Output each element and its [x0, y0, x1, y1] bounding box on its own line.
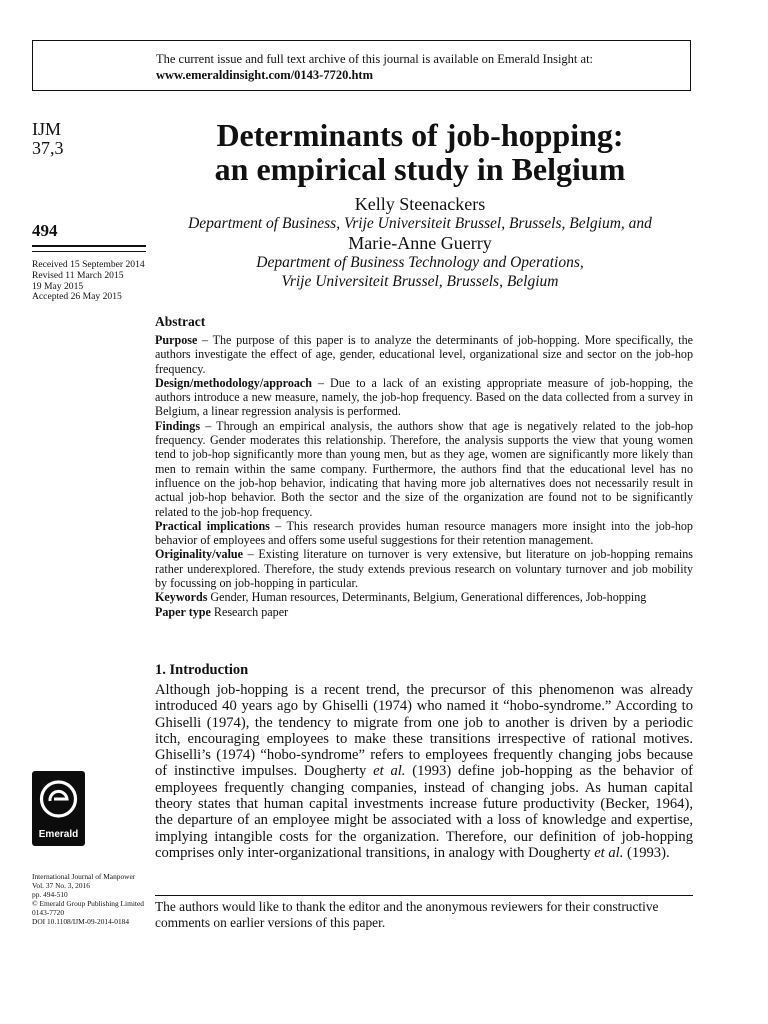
imprint-publisher: © Emerald Group Publishing Limited [32, 899, 144, 908]
introduction-paragraph: Although job-hopping is a recent trend, the precursor of this phenomenon was already introduced 40 years ago by Ghiselli (1974) who named it “hobo-syndrome.” According to Ghiselli (1974), the tendency to migrate from one job to another is driven by a periodic itch, encouraging employees to make these transitions irrespective of rational motives. Ghiselli’s (1974) “hobo-syndrome” refers to employees frequently changing jobs because of instinctive impulses. Dougherty et al. (1993) define job-hopping as the behavior of employees frequently changing companies, instead of changing jobs. As human capital theory states that human capital investments increase future productivity (Becker, 1964), the departure of an employee might be associated with a loss of knowledge and expertise, implying intangible costs for the organization. Therefore, our definition of job-hopping comprises only inter-organizational transitions, in analogy with Dougherty et al. (1993). [155, 682, 693, 861]
abstract-keywords [155, 590, 693, 604]
date-revised-2: 19 May 2015 [32, 280, 84, 292]
abstract-text: Gender, Human resources, Determinants, Belgium, Generational differences, Job-hopping [207, 590, 647, 605]
abstract-label: Paper type [155, 604, 211, 619]
section-heading-introduction: 1. Introduction [155, 662, 249, 678]
title-line-1: Determinants of job-hopping: [216, 117, 624, 153]
submission-dates [32, 260, 148, 303]
abstract-label: Purpose [155, 333, 198, 347]
imprint-doi: DOI 10.1108/IJM-09-2014-0184 [32, 917, 130, 926]
archive-notice-url[interactable]: www.emeraldinsight.com/0143-7720.htm [156, 68, 373, 82]
journal-volume: 37,3 [32, 138, 64, 158]
archive-notice-text: The current issue and full text archive of this journal is available on Emerald Insight at: [156, 52, 594, 66]
imprint-pages: pp. 494-510 [32, 890, 68, 899]
affiliation-line: Vrije Universiteit Brussel, Brussels, Belgium [281, 273, 559, 290]
journal-imprint [32, 872, 150, 926]
abstract-text: – The purpose of this paper is to analyze the determinants of job-hopping. More specifically, the authors investigate the effect of age, gender, educational level, organizational size and sector on the job-hop frequency. [155, 333, 693, 376]
abstract-label: Findings [155, 418, 201, 433]
abstract-text: Research paper [210, 604, 289, 619]
abstract-purpose [155, 333, 693, 376]
imprint-volume: Vol. 37 No. 3, 2016 [32, 881, 90, 890]
abstract-implications [155, 519, 693, 548]
archive-notice-box [32, 40, 691, 91]
title-line-2: an empirical study in Belgium [214, 151, 626, 187]
footnote-divider [155, 895, 693, 896]
abstract-heading: Abstract [155, 314, 206, 329]
abstract-label: Keywords [155, 590, 208, 605]
emerald-logo-label: Emerald [38, 829, 79, 840]
acknowledgement-footnote: The authors would like to thank the editor and the anonymous reviewers for their constructive comments on earlier versions of this paper. [155, 899, 659, 930]
page-number: 494 [32, 221, 146, 247]
emerald-logo [32, 771, 85, 846]
introduction-body [155, 682, 693, 861]
author-affiliation-1: Department of Business, Vrije Universiteit Brussel, Brussels, Belgium, and [188, 215, 652, 232]
journal-abbr: IJM [32, 119, 62, 139]
abstract-body [155, 333, 693, 619]
margin-divider [32, 251, 146, 252]
abstract-text: – Existing literature on turnover is very extensive, but literature on job-hopping remains rather underexplored. Therefore, the study extends previous research on voluntary turnover and job mobility by focussing on job-hopping in particular. [155, 547, 693, 591]
abstract-text: – This research provides human resource managers more insight into the job-hop behavior of employees and offers some useful suggestions for their retention management. [155, 518, 693, 548]
author-name-2: Marie-Anne Guerry [348, 233, 492, 253]
abstract-text: – Through an empirical analysis, the authors show that age is negatively related to the job-hop frequency. Gender moderates this relationship. Therefore, the analysis supports the view that young women tend to job-hop significantly more than young men, but as they age, women are significantly more likely than men to remain within the same company. Furthermore, the authors find that the educational level has no influence on the job-hop behavior, indicating that having more job alternatives does not necessarily result in actual job-hop behavior. Both the sector and the size of the organization are found not to be significantly related to the job-hop frequency. [155, 418, 693, 519]
citation-etal: et al. [373, 763, 406, 780]
abstract-label: Practical implications [155, 518, 270, 533]
journal-code [32, 120, 148, 158]
date-revised: Revised 11 March 2015 [32, 269, 124, 281]
author-affiliation-2 [155, 253, 685, 291]
abstract-originality [155, 547, 693, 590]
affiliation-line: Department of Business Technology and Operations, [256, 254, 584, 271]
abstract-label: Design/methodology/approach [155, 375, 313, 390]
abstract-paper-type [155, 605, 693, 619]
author-name-1: Kelly Steenackers [354, 194, 486, 214]
paper-title [155, 118, 685, 186]
citation-etal: et al. [594, 844, 624, 861]
imprint-journal: International Journal of Manpower [32, 872, 136, 881]
abstract-text: – Due to a lack of an existing appropriate measure of job-hopping, the authors introduce a new measure, namely, the job-hop frequency. Based on the data collected from a survey in Belgium, a linear regression analysis is performed. [155, 375, 693, 419]
abstract-findings [155, 419, 693, 519]
abstract-label: Originality/value [155, 547, 244, 562]
date-received: Received 15 September 2014 [32, 259, 145, 270]
imprint-issn: 0143-7720 [32, 908, 65, 917]
emerald-e-icon [32, 771, 85, 829]
abstract-design [155, 376, 693, 419]
date-accepted: Accepted 26 May 2015 [32, 291, 122, 303]
